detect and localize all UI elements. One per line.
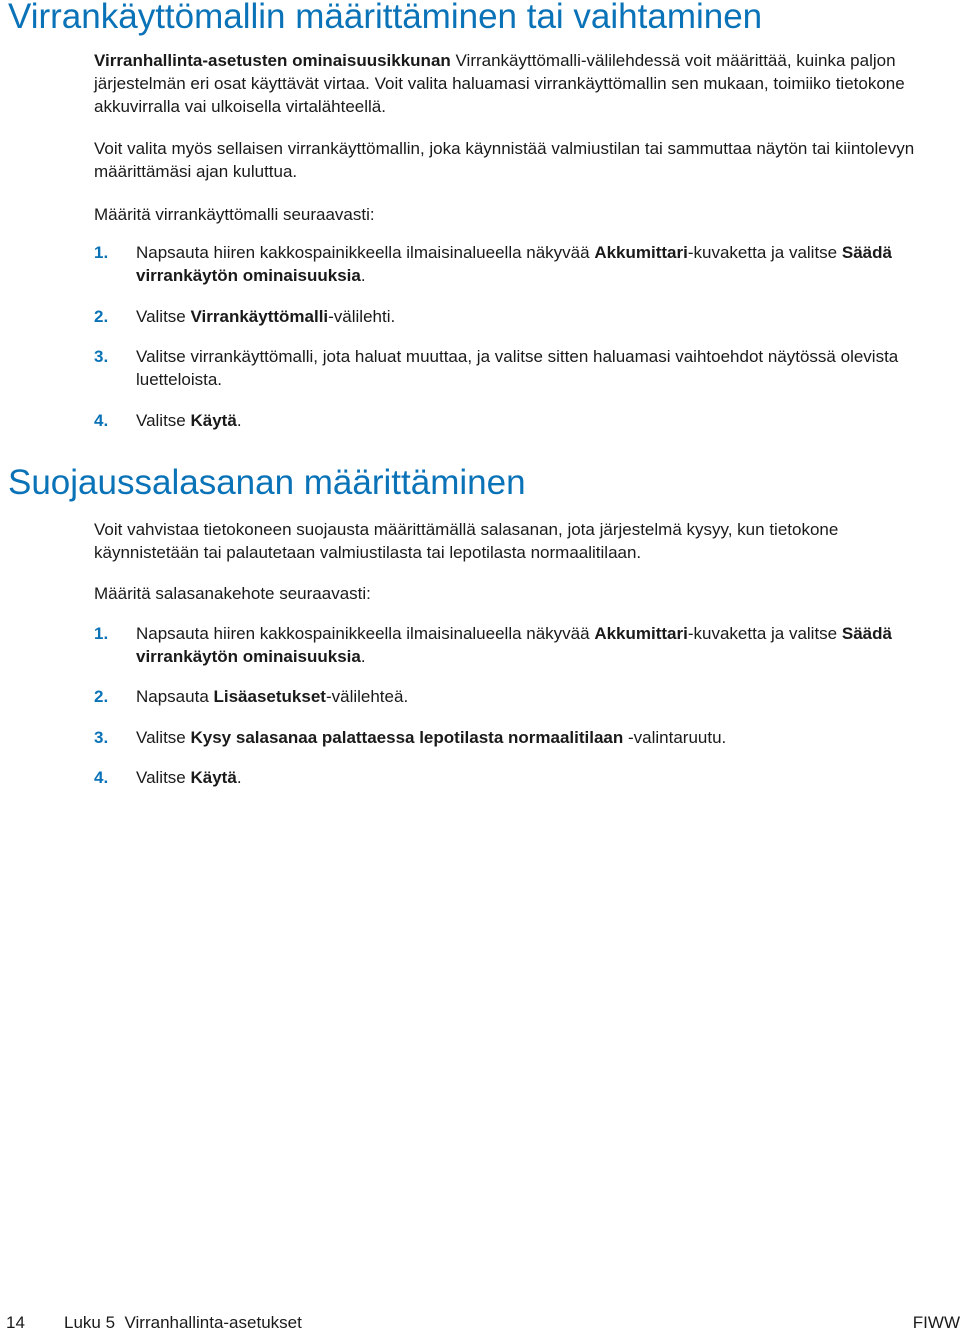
section1-step-4: [94, 409, 944, 432]
power-options-window-name: Virranhallinta-asetusten ominaisuusikkunan: [94, 51, 451, 70]
document-code: FIWW: [912, 1313, 960, 1332]
chapter-title: Luku 5 Virranhallinta-asetukset: [64, 1313, 302, 1332]
section2-step-2: [94, 685, 944, 708]
section1-intro: Määritä virrankäyttömalli seuraavasti:: [94, 205, 375, 224]
section1-step-3: [94, 345, 944, 391]
step-number: 1.: [94, 624, 109, 643]
step-text: Napsauta Lisäasetukset-välilehteä.: [136, 687, 409, 706]
section2-step-3: [94, 726, 944, 749]
section2-step-1: [94, 622, 944, 668]
section1-paragraph-2: Voit valita myös sellaisen virrankäyttömallin, joka käynnistää valmiustilan tai sammuttaa näytön tai kiintolevyn määrittämäsi ajan kuluttua.: [94, 139, 915, 181]
section-title-power-scheme: Virrankäyttömallin määrittäminen tai vaihtaminen: [8, 0, 763, 36]
section1-step-1: [94, 241, 944, 287]
section1-paragraph-1: [94, 49, 944, 118]
step-text: Valitse Virrankäyttömalli-välilehti.: [136, 307, 396, 326]
page-number: 14: [6, 1313, 25, 1332]
section-title-security-password: Suojaussalasanan määrittäminen: [8, 463, 526, 502]
step-number: 3.: [94, 347, 109, 366]
step-number: 4.: [94, 768, 109, 787]
step-number: 2.: [94, 687, 109, 706]
step-number: 4.: [94, 411, 109, 430]
section1-paragraph-1-text: Virrankäyttömalli-välilehdessä voit määrittää, kuinka paljon järjestelmän eri osat käyttävät virtaa. Voit valita haluamasi virrankäyttömallin sen mukaan, toimiiko tietokone akkuvirralla vai ulkoisella virtalähteellä.: [94, 51, 905, 116]
step-text: Napsauta hiiren kakkospainikkeella ilmaisinalueella näkyvää Akkumittari-kuvaketta ja valitse Säädä virrankäytön ominaisuuksia.: [136, 624, 892, 666]
section2-paragraph-1: Voit vahvistaa tietokoneen suojausta määrittämällä salasanan, jota järjestelmä kysyy, kun tietokone käynnistetään tai palautetaan valmiustilasta tai lepotilasta normaalitilaan.: [94, 520, 839, 562]
section1-step-2: [94, 305, 944, 328]
step-number: 3.: [94, 728, 109, 747]
section2-step-4: [94, 766, 944, 789]
step-text: Valitse Käytä.: [136, 768, 242, 787]
step-text: Napsauta hiiren kakkospainikkeella ilmaisinalueella näkyvää Akkumittari-kuvaketta ja valitse Säädä virrankäytön ominaisuuksia.: [136, 243, 892, 285]
step-text: Valitse virrankäyttömalli, jota haluat muuttaa, ja valitse sitten haluamasi vaihtoehdot näytössä olevista luetteloista.: [136, 347, 899, 389]
section2-intro: Määritä salasanakehote seuraavasti:: [94, 584, 371, 603]
step-text: Valitse Käytä.: [136, 411, 242, 430]
step-text: Valitse Kysy salasanaa palattaessa lepotilasta normaalitilaan -valintaruutu.: [136, 728, 727, 747]
step-number: 2.: [94, 307, 109, 326]
step-number: 1.: [94, 243, 109, 262]
